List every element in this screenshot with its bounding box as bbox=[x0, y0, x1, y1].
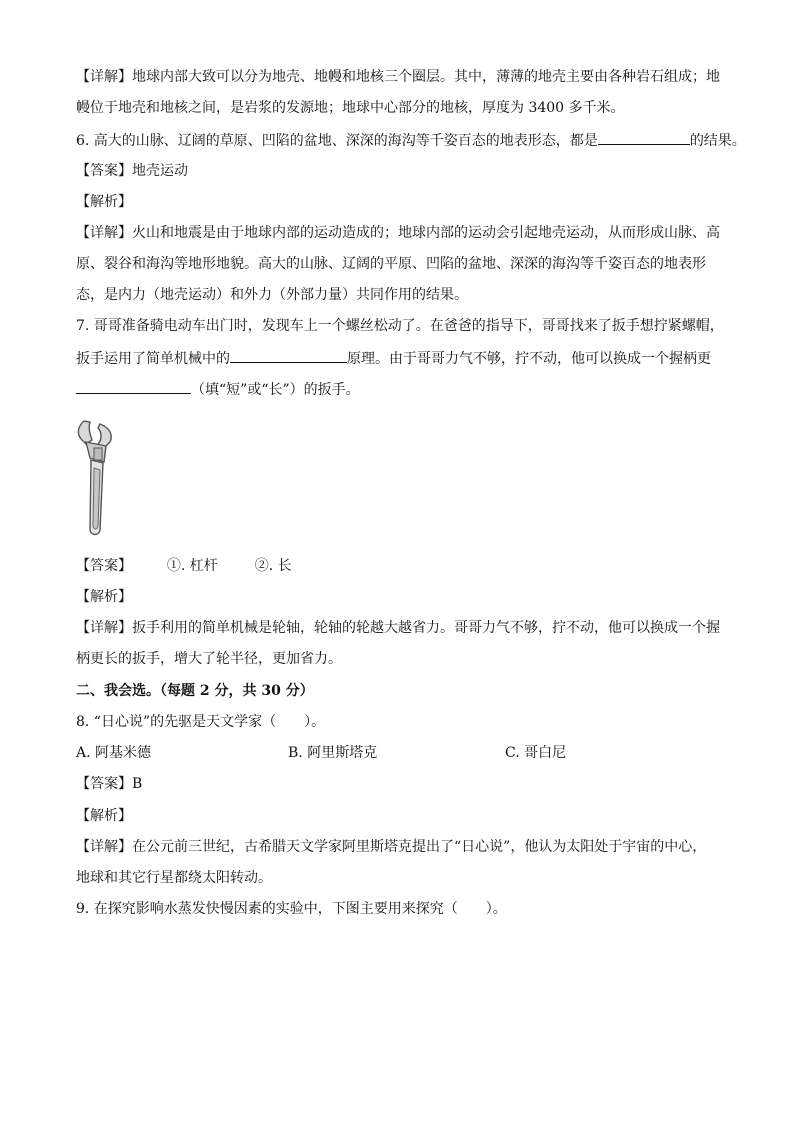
q8-options bbox=[76, 743, 716, 763]
q7-answer-2 bbox=[255, 556, 292, 576]
q8-answer: 【答案】B bbox=[76, 776, 143, 792]
q7-line2-rest: 原理。由于哥哥力气不够，拧不动，他可以换成一个握柄更 bbox=[347, 351, 711, 367]
q9-question: 9. 在探究影响水蒸发快慢因素的实验中，下图主要用来探究（ ）。 bbox=[76, 901, 507, 917]
q7-detail-line1: 【详解】扳手利用的简单机械是轮轴，轮轴的轮越大越省力。哥哥力气不够，拧不动，他可以换成一个握 bbox=[76, 620, 720, 636]
q6-question-text: 6. 高大的山脉、辽阔的草原、凹陷的盆地、深深的海沟等千姿百态的地表形态，都是 bbox=[76, 133, 598, 149]
q6-answer-blank bbox=[598, 130, 690, 145]
q8-option-a: A. 阿基米德 bbox=[76, 745, 152, 761]
q7-answer bbox=[76, 556, 292, 576]
q7-question-line1: 7. 哥哥准备骑电动车出门时，发现车上一个螺丝松动了。在爸爸的指导下，哥哥找来了扳手想拧紧螺帽， bbox=[76, 318, 724, 334]
q7-answer-1 bbox=[167, 556, 218, 576]
q7-detail-line2: 柄更长的扳手，增大了轮半径，更加省力。 bbox=[76, 651, 342, 667]
q6-detail-line3: 态，是内力（地壳运动）和外力（外部力量）共同作用的结果。 bbox=[76, 287, 468, 303]
q7-answer-2-number: ② bbox=[254, 558, 269, 574]
q5-detail-line2: 幔位于地壳和地核之间，是岩浆的发源地；地球中心部分的地核，厚度为 3400 多千米。 bbox=[76, 100, 625, 116]
q6-detail-line1: 【详解】火山和地震是由于地球内部的运动造成的；地球内部的运动会引起地壳运动，从而形成山脉、高 bbox=[76, 225, 720, 241]
q7-answer-1-text: . 杠杆 bbox=[180, 558, 218, 574]
wrench-icon bbox=[78, 421, 111, 535]
q7-line3-text: （填“短”或“长”）的扳手。 bbox=[191, 382, 360, 398]
q7-question-line2 bbox=[76, 348, 711, 368]
q7-answer-blank1 bbox=[230, 348, 347, 363]
q7-answer-blank2 bbox=[76, 379, 191, 394]
q5-detail-line1: 【详解】地球内部大致可以分为地壳、地幔和地核三个圈层。其中，薄薄的地壳主要由各种岩石组成；地 bbox=[76, 69, 720, 85]
section-2-heading: 二、我会选。（每题 2 分，共 30 分） bbox=[76, 683, 314, 699]
q6-analysis-label: 【解析】 bbox=[76, 194, 132, 210]
q7-line2-text: 扳手运用了简单机械中的 bbox=[76, 351, 230, 367]
q6-detail-line2: 原、裂谷和海沟等地形地貌。高大的山脉、辽阔的平原、凹陷的盆地、深深的海沟等千姿百态的地表形 bbox=[76, 256, 706, 272]
q6-question-end: 的结果。 bbox=[689, 133, 746, 149]
q6-question bbox=[76, 130, 746, 150]
q8-option-c: C. 哥白尼 bbox=[505, 745, 567, 761]
q8-analysis-label: 【解析】 bbox=[76, 808, 132, 824]
q7-question-line3 bbox=[76, 379, 360, 399]
q7-answer-2-text: . 长 bbox=[268, 558, 292, 574]
q7-analysis-label: 【解析】 bbox=[76, 589, 132, 605]
q8-detail-line2: 地球和其它行星都绕太阳转动。 bbox=[76, 870, 272, 886]
q7-answer-1-number: ① bbox=[166, 558, 181, 574]
q8-detail-line1: 【详解】在公元前三世纪，古希腊天文学家阿里斯塔克提出了“日心说”，他认为太阳处于宇宙的中心， bbox=[76, 839, 707, 855]
q8-question: 8. “日心说”的先驱是天文学家（ ）。 bbox=[76, 714, 326, 730]
q8-option-b: B. 阿里斯塔克 bbox=[288, 745, 378, 761]
wrench-figure bbox=[70, 418, 116, 540]
q7-answer-label: 【答案】 bbox=[76, 558, 132, 574]
q6-answer: 【答案】地壳运动 bbox=[76, 163, 188, 179]
